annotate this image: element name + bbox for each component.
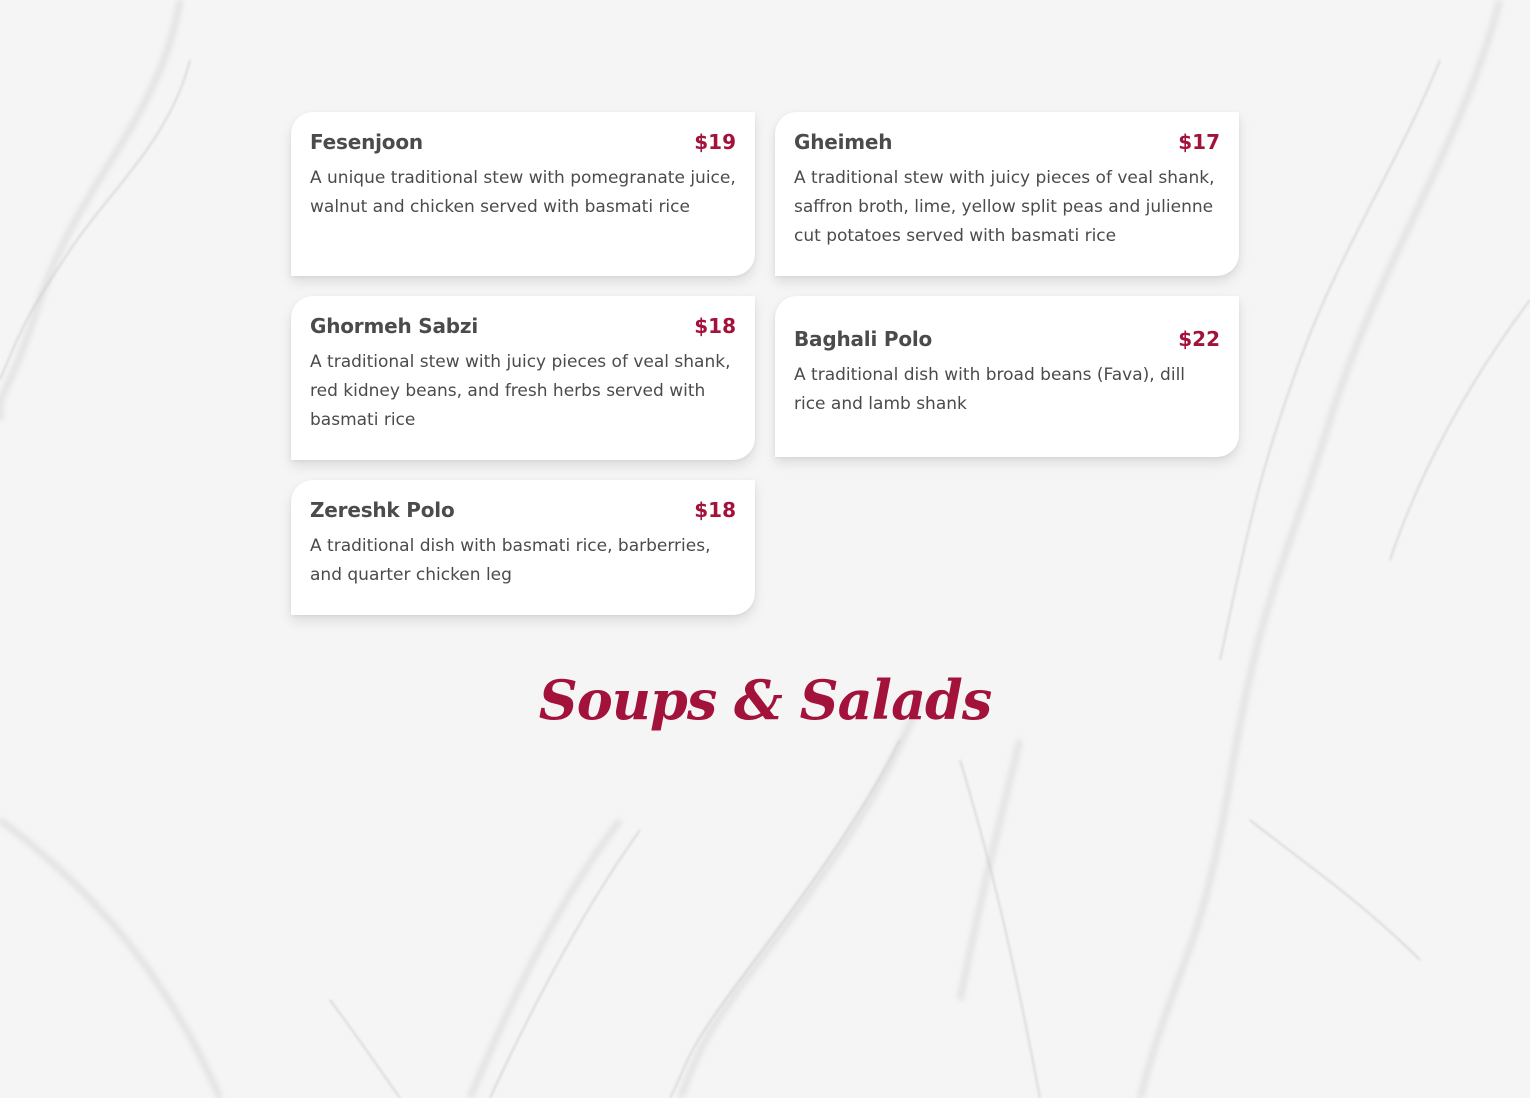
- section-title-soups-salads: Soups & Salads: [538, 668, 992, 732]
- menu-item-header: [310, 314, 736, 338]
- menu-item-price: $19: [694, 130, 736, 154]
- menu-item-card: [291, 296, 755, 460]
- menu-item-description: A traditional dish with basmati rice, barberries, and quarter chicken leg: [310, 536, 711, 585]
- menu-item-card: [775, 112, 1239, 276]
- menu-item-name: Fesenjoon: [310, 130, 423, 154]
- menu-item-name: Gheimeh: [794, 130, 893, 154]
- menu-item-header: [310, 130, 736, 154]
- menu-item-header: [794, 327, 1220, 351]
- menu-item-name: Baghali Polo: [794, 327, 933, 351]
- menu-item-description: A unique traditional stew with pomegranate juice, walnut and chicken served with basmati rice: [310, 168, 736, 217]
- menu-item-description: A traditional dish with broad beans (Fava), dill rice and lamb shank: [794, 365, 1186, 414]
- menu-item-card: [291, 480, 755, 615]
- menu-item-price: $22: [1178, 327, 1220, 351]
- menu-item-description: A traditional stew with juicy pieces of veal shank, red kidney beans, and fresh herbs served with basmati rice: [310, 352, 731, 430]
- menu-item-name: Zereshk Polo: [310, 498, 455, 522]
- menu-item-card: [775, 296, 1239, 457]
- menu-item-header: [794, 130, 1220, 154]
- menu-item-name: Ghormeh Sabzi: [310, 314, 478, 338]
- menu-item-header: [310, 498, 736, 522]
- menu-item-price: $17: [1178, 130, 1220, 154]
- menu-item-description: A traditional stew with juicy pieces of veal shank, saffron broth, lime, yellow split peas and julienne cut potatoes served with basmati rice: [794, 168, 1215, 246]
- menu-item-price: $18: [694, 314, 736, 338]
- menu-item-price: $18: [694, 498, 736, 522]
- menu-item-card: [291, 112, 755, 276]
